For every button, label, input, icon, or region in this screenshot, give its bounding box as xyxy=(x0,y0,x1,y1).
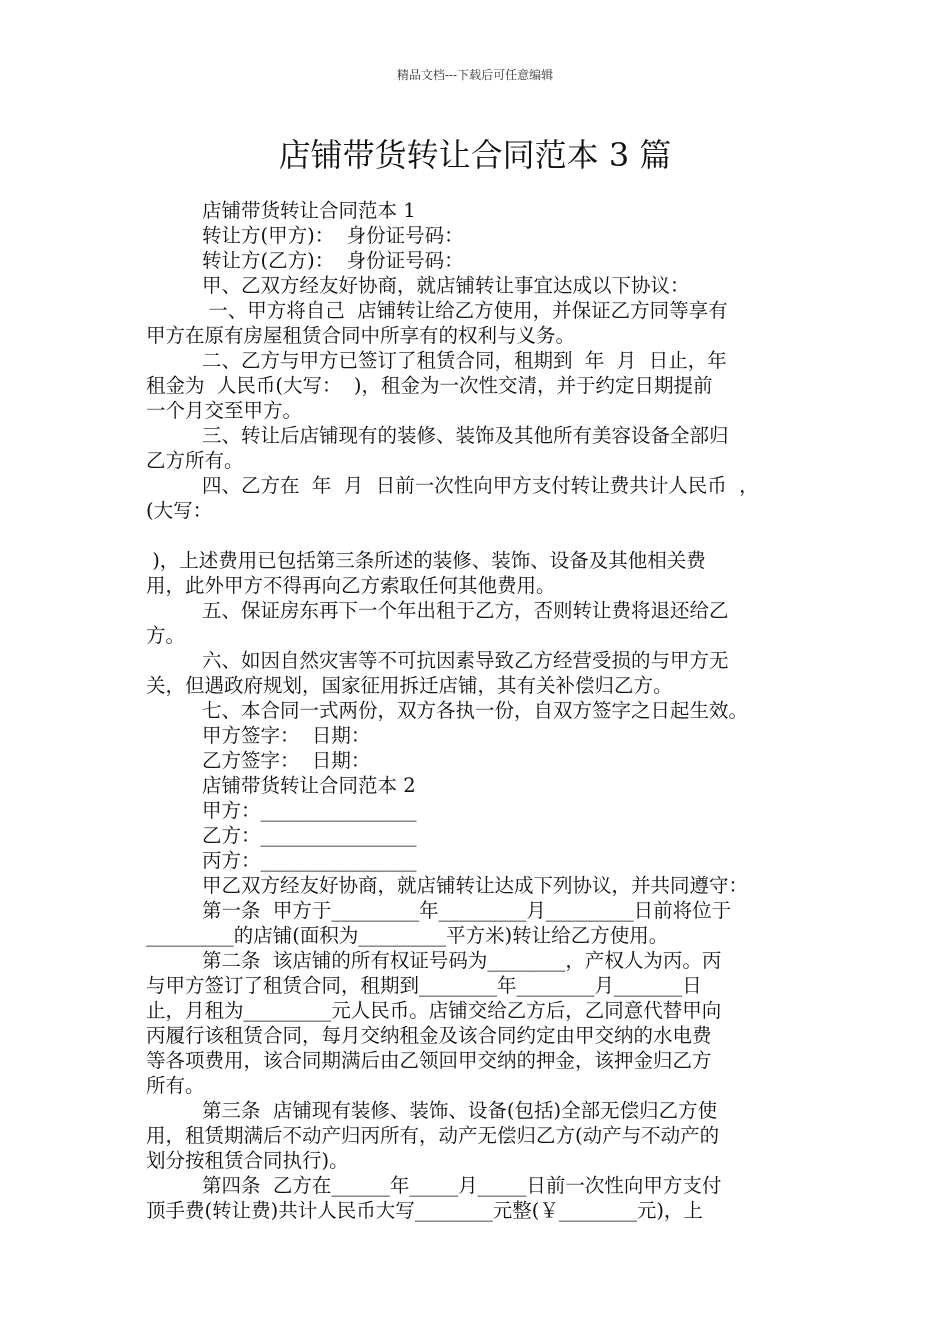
text-line: 一、甲方将自己 店铺转让给乙方使用，并保证乙方同等享有 xyxy=(202,299,728,322)
text-line: 五、保证房东再下一个年出租于乙方，否则转让费将退还给乙 xyxy=(202,599,729,622)
document-body xyxy=(146,198,806,1223)
text-line: 丙履行该租赁合同，每月交纳租金及该合同约定由甲交纳的水电费 xyxy=(146,1024,712,1047)
text-line: 关，但遇政府规划，国家征用拆迁店铺，其有关补偿归乙方。 xyxy=(146,674,673,697)
text-line: 丙方：________________ xyxy=(202,849,417,872)
text-line: 用，租赁期满后不动产归丙所有，动产无偿归乙方(动产与不动产的 xyxy=(146,1124,720,1147)
text-line: 四、乙方在 年 月 日前一次性向甲方支付转让费共计人民币 ， xyxy=(202,474,759,497)
text-line: 转让方(乙方)： 身份证号码： xyxy=(202,249,464,272)
text-line: 止，月租为_________元人民币。店铺交给乙方后，乙同意代替甲向 xyxy=(146,999,722,1022)
document-title: 店铺带货转让合同范本 3 篇 xyxy=(278,136,672,174)
text-line: 店铺带货转让合同范本 1 xyxy=(202,199,416,222)
text-line: 所有。 xyxy=(146,1074,205,1097)
text-line: 乙方签字： 日期： xyxy=(202,749,371,772)
text-line: 六、如因自然灾害等不可抗因素导致乙方经营受损的与甲方无 xyxy=(202,649,729,672)
text-line: 七、本合同一式两份，双方各执一份，自双方签字之日起生效。 xyxy=(202,699,749,722)
text-line xyxy=(146,523,806,548)
text-line: 乙方所有。 xyxy=(146,449,244,472)
text-line: 甲方在原有房屋租赁合同中所享有的权利与义务。 xyxy=(146,324,576,347)
text-line: 一个月交至甲方。 xyxy=(146,399,303,422)
text-line: 划分按租赁合同执行)。 xyxy=(146,1149,349,1172)
text-line: 用，此外甲方不得再向乙方索取任何其他费用。 xyxy=(146,574,556,597)
text-line: 店铺带货转让合同范本 2 xyxy=(202,774,416,797)
text-line: 等各项费用，该合同期满后由乙领回甲交纳的押金，该押金归乙方 xyxy=(146,1049,712,1072)
page-header: 精品文档---下载后可任意编辑 xyxy=(396,68,554,82)
text-line: 第四条 乙方在______年_____月_____日前一次性向甲方支付 xyxy=(202,1174,722,1197)
text-line: 甲方：________________ xyxy=(202,799,417,822)
text-line: 顶手费(转让费)共计人民币大写________元整(￥________元)，上 xyxy=(146,1199,703,1222)
text-line: 租金为 人民币(大写： )，租金为一次性交清，并于约定日期提前 xyxy=(146,374,713,397)
text-line: 第三条 店铺现有装修、装饰、设备(包括)全部无偿归乙方使 xyxy=(202,1099,718,1122)
text-line: 转让方(甲方)： 身份证号码： xyxy=(202,224,464,247)
text-line: _________的店铺(面积为_________平方米)转让给乙方使用。 xyxy=(146,924,669,947)
text-line: 方。 xyxy=(146,624,186,647)
text-line: 第二条 该店铺的所有权证号码为________，产权人为丙。丙 xyxy=(202,949,722,972)
text-line: 第一条 甲方于_________年_________月_________日前将位于 xyxy=(202,899,732,922)
text-line: 甲方签字： 日期： xyxy=(202,724,371,747)
text-line: (大写： xyxy=(146,499,213,522)
text-line: 二、乙方与甲方已签订了租赁合同，租期到 年 月 日止，年 xyxy=(202,349,727,372)
text-line: 甲、乙双方经友好协商，就店铺转让事宜达成以下协议： xyxy=(202,274,690,297)
text-line: 乙方：________________ xyxy=(202,824,417,847)
text-line: 甲乙双方经友好协商，就店铺转让达成下列协议，并共同遵守： xyxy=(202,874,749,897)
text-line: 与甲方签订了租赁合同，租期到________年________月_______日 xyxy=(146,974,702,997)
text-line: )，上述费用已包括第三条所述的装修、装饰、设备及其他相关费 xyxy=(146,549,706,572)
text-line: 三、转让后店铺现有的装修、装饰及其他所有美容设备全部归 xyxy=(202,424,729,447)
